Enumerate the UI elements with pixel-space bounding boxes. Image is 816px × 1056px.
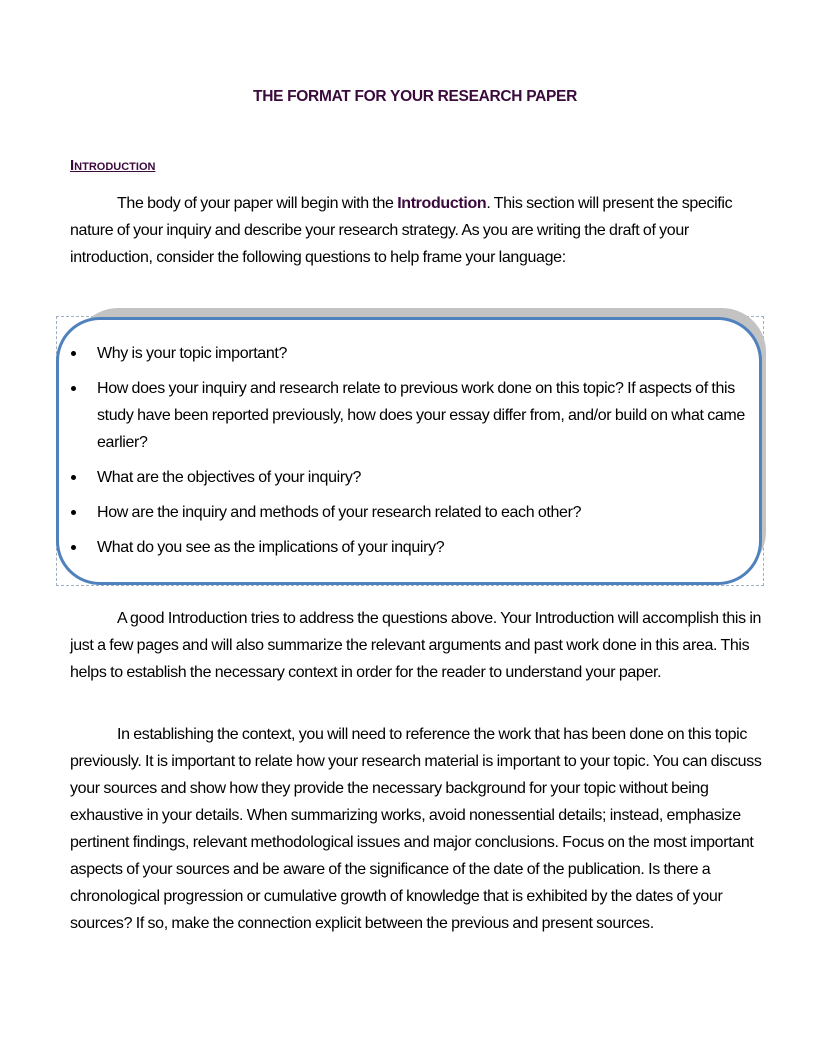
bullet-icon [71,351,76,356]
question-text: What are the objectives of your inquiry? [97,469,362,486]
bullet-icon [71,510,76,515]
question-item [71,340,761,367]
question-item [71,534,761,561]
intro-highlight-term: Introduction [397,195,487,212]
paragraph-text: A good Introduction tries to address the questions above. Your Introduction will accomplish this in just a few pages and will also summarize the relevant arguments and past work done in this area. This helps to establish the necessary context in order for the reader to understand your paper. [70,610,762,681]
questions-callout-box [56,308,768,588]
intro-text-after: . This section will present the specific nature of your inquiry and describe your research strategy. As you are writing the draft of your introduction, consider the following questions to help frame your language: [70,195,733,266]
questions-list [71,340,761,569]
question-item [71,499,761,526]
section-heading-introduction: Introduction [70,157,156,174]
question-text: What do you see as the implications of your inquiry? [97,539,445,556]
intro-text-before: The body of your paper will begin with the [117,195,398,212]
question-item [71,464,761,491]
bullet-icon [71,386,76,391]
bullet-icon [71,475,76,480]
question-text: How are the inquiry and methods of your research related to each other? [97,504,582,521]
bullet-icon [71,545,76,550]
question-text: Why is your topic important? [97,345,288,362]
question-item [71,375,761,456]
document-title: THE FORMAT FOR YOUR RESEARCH PAPER [253,88,577,105]
intro-paragraph [70,190,770,271]
body-paragraph-establishing-context [70,721,770,937]
paragraph-text: In establishing the context, you will need to reference the work that has been done on this topic previously. It is important to relate how your research material is important to your topic. You can discuss your sources and show how they provide the necessary background for your topic without being exhaustive in your details. When summarizing works, avoid nonessential details; instead, emphasize pertinent findings, relevant methodological issues and major conclusions. Focus on the most important aspects of your sources and be aware of the significance of the date of the publication. Is there a chronological progression or cumulative growth of knowledge that is exhibited by the dates of your sources? If so, make the connection explicit between the previous and present sources. [70,726,762,932]
body-paragraph-good-introduction [70,605,770,686]
callout-rounded-rectangle [56,317,762,585]
question-text: How does your inquiry and research relate to previous work done on this topic? If aspects of this study have been reported previously, how does your essay differ from, and/or build on what came earlier? [97,380,745,451]
